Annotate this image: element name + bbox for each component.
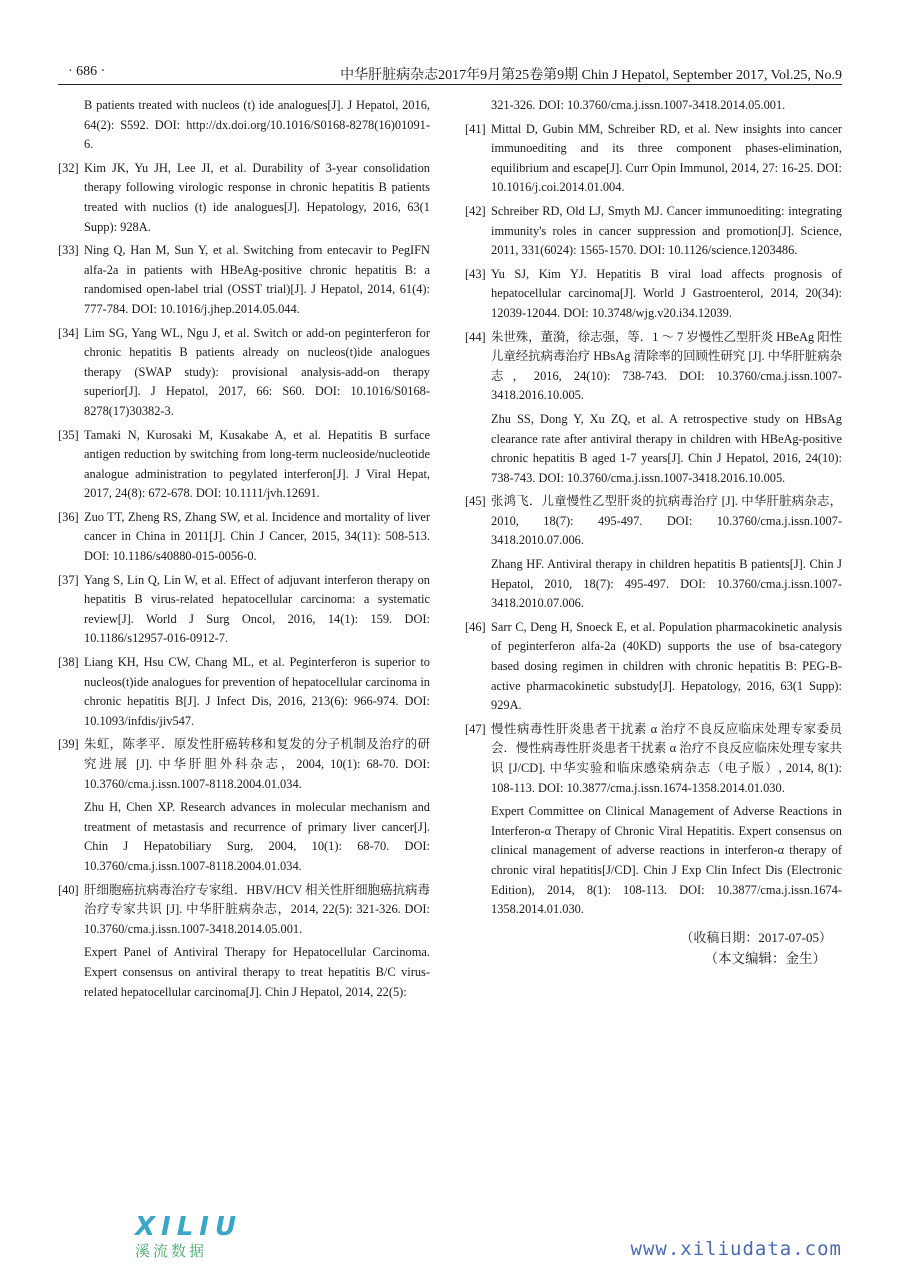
reference-number: [42] — [465, 203, 486, 218]
reference-text-english: Zhu SS, Dong Y, Xu ZQ, et al. A retrospective study on HBsAg clearance rate after antiviral therapy in children with HBeAg-positive chronic hepatitis B aged 1-7 years[J]. Chin J Hepatol, 2016, 24(10): 738-743. DOI: 10.3760/cma.j.issn.1007-3418.2016.10.005. — [491, 411, 842, 485]
reference-number: [41] — [465, 121, 486, 136]
reference-item — [58, 653, 430, 731]
reference-number: [32] — [58, 160, 79, 175]
reference-text-english: Zhang HF. Antiviral therapy in children hepatitis B patients[J]. Chin J Hepatol, 2010, 18(7): 495-497. DOI: 10.3760/cma.j.issn.1007-3418.2010.07.006. — [491, 557, 842, 611]
reference-item — [58, 571, 430, 649]
reference-text: Mittal D, Gubin MM, Schreiber RD, et al. New insights into cancer immunoediting and its three component phases-elimination, equilibrium and escape[J]. Curr Opin Immunol, 2014, 27: 16-25. DOI: 10.1016/j.coi.2014.01.004. — [491, 121, 842, 195]
reference-continuation: 321-326. DOI: 10.3760/cma.j.issn.1007-3418.2014.05.001. — [491, 98, 786, 112]
watermark-logo — [135, 1212, 243, 1263]
reference-number: [35] — [58, 427, 79, 442]
reference-text: Lim SG, Yang WL, Ngu J, et al. Switch or add-on peginterferon for chronic hepatitis B patients already on nucleos(t)ide analogues therapy (SWAP study): provisional analysis-add-on therapy superior[J]. J Hepatol, 2017, 66: S60. DOI: 10.1016/S0168-8278(17)30382-3. — [84, 325, 430, 418]
reference-item — [58, 241, 430, 319]
reference-item — [58, 508, 430, 567]
reference-item — [58, 324, 430, 422]
reference-text: Liang KH, Hsu CW, Chang ML, et al. Peginterferon is superior to nucleos(t)ide analogues for prevention of hepatocellular carcinoma in chronic hepatitis B[J]. J Infect Dis, 2016, 213(6): 966-974. DOI: 10.1093/infdis/jiv547. — [84, 655, 430, 728]
reference-text: 慢性病毒性肝炎患者干扰素 α 治疗不良反应临床处理专家委员会．慢性病毒性肝炎患者干扰素 α 治疗不良反应临床处理专家共识 [J/CD]. 中华实验和临床感染病杂志（电子版）, 2014, 8(1): 108-113. DOI: 10.3877/cma.j.issn.1674-1358.2014.01.030. — [491, 721, 842, 795]
reference-text: 张鸿飞．儿童慢性乙型肝炎的抗病毒治疗 [J]. 中华肝脏病杂志，2010, 18(7): 495-497. DOI: 10.3760/cma.j.issn.1007-3418.2010.07.006. — [491, 494, 842, 548]
reference-number: [33] — [58, 243, 79, 258]
reference-text-english: Expert Committee on Clinical Management of Adverse Reactions in Interferon-α Therapy of Chronic Viral Hepatitis. Expert consensus on clinical management of adverse reactions in interferon-α therapy of chronic viral hepatitis[J/CD]. Chin J Exp Clin Infect Dis (Electronic Edition), 2014, 8(1): 108-113. DOI: 10.3877/cma.j.issn.1674-1358.2014.01.030. — [491, 804, 842, 917]
journal-citation: 中华肝脏病杂志2017年9月第25卷第9期 Chin J Hepatol, September 2017, Vol.25, No.9 — [340, 68, 842, 83]
logo-chinese: 溪流数据 — [135, 1242, 208, 1260]
received-date: （收稿日期：2017-07-05） — [680, 929, 832, 945]
reference-continuation: B patients treated with nucleos (t) ide analogues[J]. J Hepatol, 2016, 64(2): S592. DOI: http://dx.doi.org/10.1016/S0168-8278(16)01091-6. — [84, 98, 430, 152]
reference-text: Tamaki N, Kurosaki M, Kusakabe A, et al. Hepatitis B surface antigen reduction by switching from long-term nucleoside/nucleotide analogue administration to pegylated interferon[J]. J Viral Hepat, 2017, 24(8): 672-678. DOI: 10.1111/jvh.12691. — [84, 427, 430, 501]
reference-number: [47] — [465, 721, 486, 736]
reference-number: [40] — [58, 882, 79, 897]
reference-number: [43] — [465, 266, 486, 281]
running-header — [58, 60, 842, 85]
reference-text: Sarr C, Deng H, Snoeck E, et al. Population pharmacokinetic analysis of peginterferon alfa-2a (40KD) supports the use of bsa-category based dosing regimen in children with chronic hepatitis B: PEG-B-active pharmacokinetic substudy[J]. Hepatology, 2016, 63(1 Supp): 929A. — [491, 619, 842, 713]
reference-number: [44] — [465, 329, 486, 344]
editor-note: （本文编辑：金生） — [704, 951, 826, 967]
reference-item — [58, 159, 430, 237]
reference-number: [46] — [465, 619, 486, 634]
reference-item — [465, 492, 842, 614]
reference-item — [465, 202, 842, 261]
reference-number: [38] — [58, 655, 79, 670]
reference-text: 肝细胞癌抗病毒治疗专家组．HBV/HCV 相关性肝细胞癌抗病毒治疗专家共识 [J]. 中华肝脏病杂志，2014, 22(5): 321-326. DOI: 10.3760/cma.j.issn.1007-3418.2014.05.001. — [84, 882, 430, 936]
watermark-website: www.xiliudata.com — [630, 1238, 842, 1260]
reference-number: [37] — [58, 572, 79, 587]
reference-text: 朱虹，陈孝平．原发性肝癌转移和复发的分子机制及治疗的研究进展 [J]. 中华肝胆外科杂志，2004, 10(1): 68-70. DOI: 10.3760/cma.j.issn.1007-8118.2004.01.034. — [84, 737, 430, 791]
reference-number: [45] — [465, 494, 486, 509]
reference-text: Ning Q, Han M, Sun Y, et al. Switching from entecavir to PegIFN alfa-2a in patients with HBeAg-positive chronic hepatitis B: a randomised open-label trial (OSST trial)[J]. J Hepatol, 2014, 61(4): 777-784. DOI: 10.1016/j.jhep.2014.05.044. — [84, 243, 430, 316]
reference-text: Yang S, Lin Q, Lin W, et al. Effect of adjuvant interferon therapy on hepatitis B virus-related hepatocellular carcinoma: a systematic review[J]. World J Surg Oncol, 2016, 14(1): 159. DOI: 10.1186/s12957-016-0912-7. — [84, 572, 430, 646]
reference-number: [36] — [58, 509, 79, 524]
logo-english: XILIU — [135, 1212, 243, 1242]
reference-text: Yu SJ, Kim YJ. Hepatitis B viral load affects prognosis of hepatocellular carcinoma[J]. World J Gastroenterol, 2014, 20(34): 12039-12044. DOI: 10.3748/wjg.v20.i34.12039. — [491, 266, 842, 320]
page-number: · 686 · — [68, 64, 106, 79]
reference-number: [34] — [58, 325, 79, 340]
reference-text-english: Expert Panel of Antiviral Therapy for Hepatocellular Carcinoma. Expert consensus on antiviral therapy to treat hepatitis B/C virus-related hepatocellular carcinoma[J]. Chin J Hepatol, 2014, 22(5): — [84, 945, 430, 999]
reference-item — [58, 426, 430, 504]
reference-text: 朱世殊，董漪，徐志强，等．1 ～ 7 岁慢性乙型肝炎 HBeAg 阳性儿童经抗病毒治疗 HBsAg 清除率的回顾性研究 [J]. 中华肝脏病杂志，2016, 24(10): 738-743. DOI: 10.3760/cma.j.issn.1007-3418.2016.10.005. — [491, 329, 842, 403]
reference-text: Zuo TT, Zheng RS, Zhang SW, et al. Incidence and mortality of liver cancer in China in 2011[J]. Chin J Cancer, 2015, 34(11): 508-513. DOI: 10.1186/s40880-015-0056-0. — [84, 509, 430, 564]
reference-item — [465, 618, 842, 716]
reference-item — [465, 720, 842, 920]
right-column — [465, 96, 842, 969]
reference-text: Schreiber RD, Old LJ, Smyth MJ. Cancer immunoediting: integrating immunity's roles in cancer suppression and promotion[J]. Science, 2011, 331(6024): 1565-1570. DOI: 10.1126/science.1203486. — [491, 203, 842, 258]
left-column — [58, 96, 430, 1006]
reference-item — [58, 881, 430, 1003]
reference-text-english: Zhu H, Chen XP. Research advances in molecular mechanism and treatment of metastasis and recurrence of primary liver cancer[J]. Chin J Hepatobiliary Surg, 2004, 10(1): 68-70. DOI: 10.3760/cma.j.issn.1007-8118.2004.01.034. — [84, 800, 430, 873]
reference-number: [39] — [58, 737, 79, 752]
reference-list-right — [465, 120, 842, 920]
reference-item — [465, 120, 842, 198]
reference-item — [465, 265, 842, 324]
reference-item — [465, 328, 842, 489]
reference-text: Kim JK, Yu JH, Lee JI, et al. Durability of 3-year consolidation therapy following virologic response in chronic hepatitis B patients treated with nuclios (t) ide analogues[J]. Hepatology, 2016, 63(1 Supp): 928A. — [84, 160, 430, 234]
reference-item — [58, 735, 430, 876]
reference-list-left — [58, 159, 430, 1002]
